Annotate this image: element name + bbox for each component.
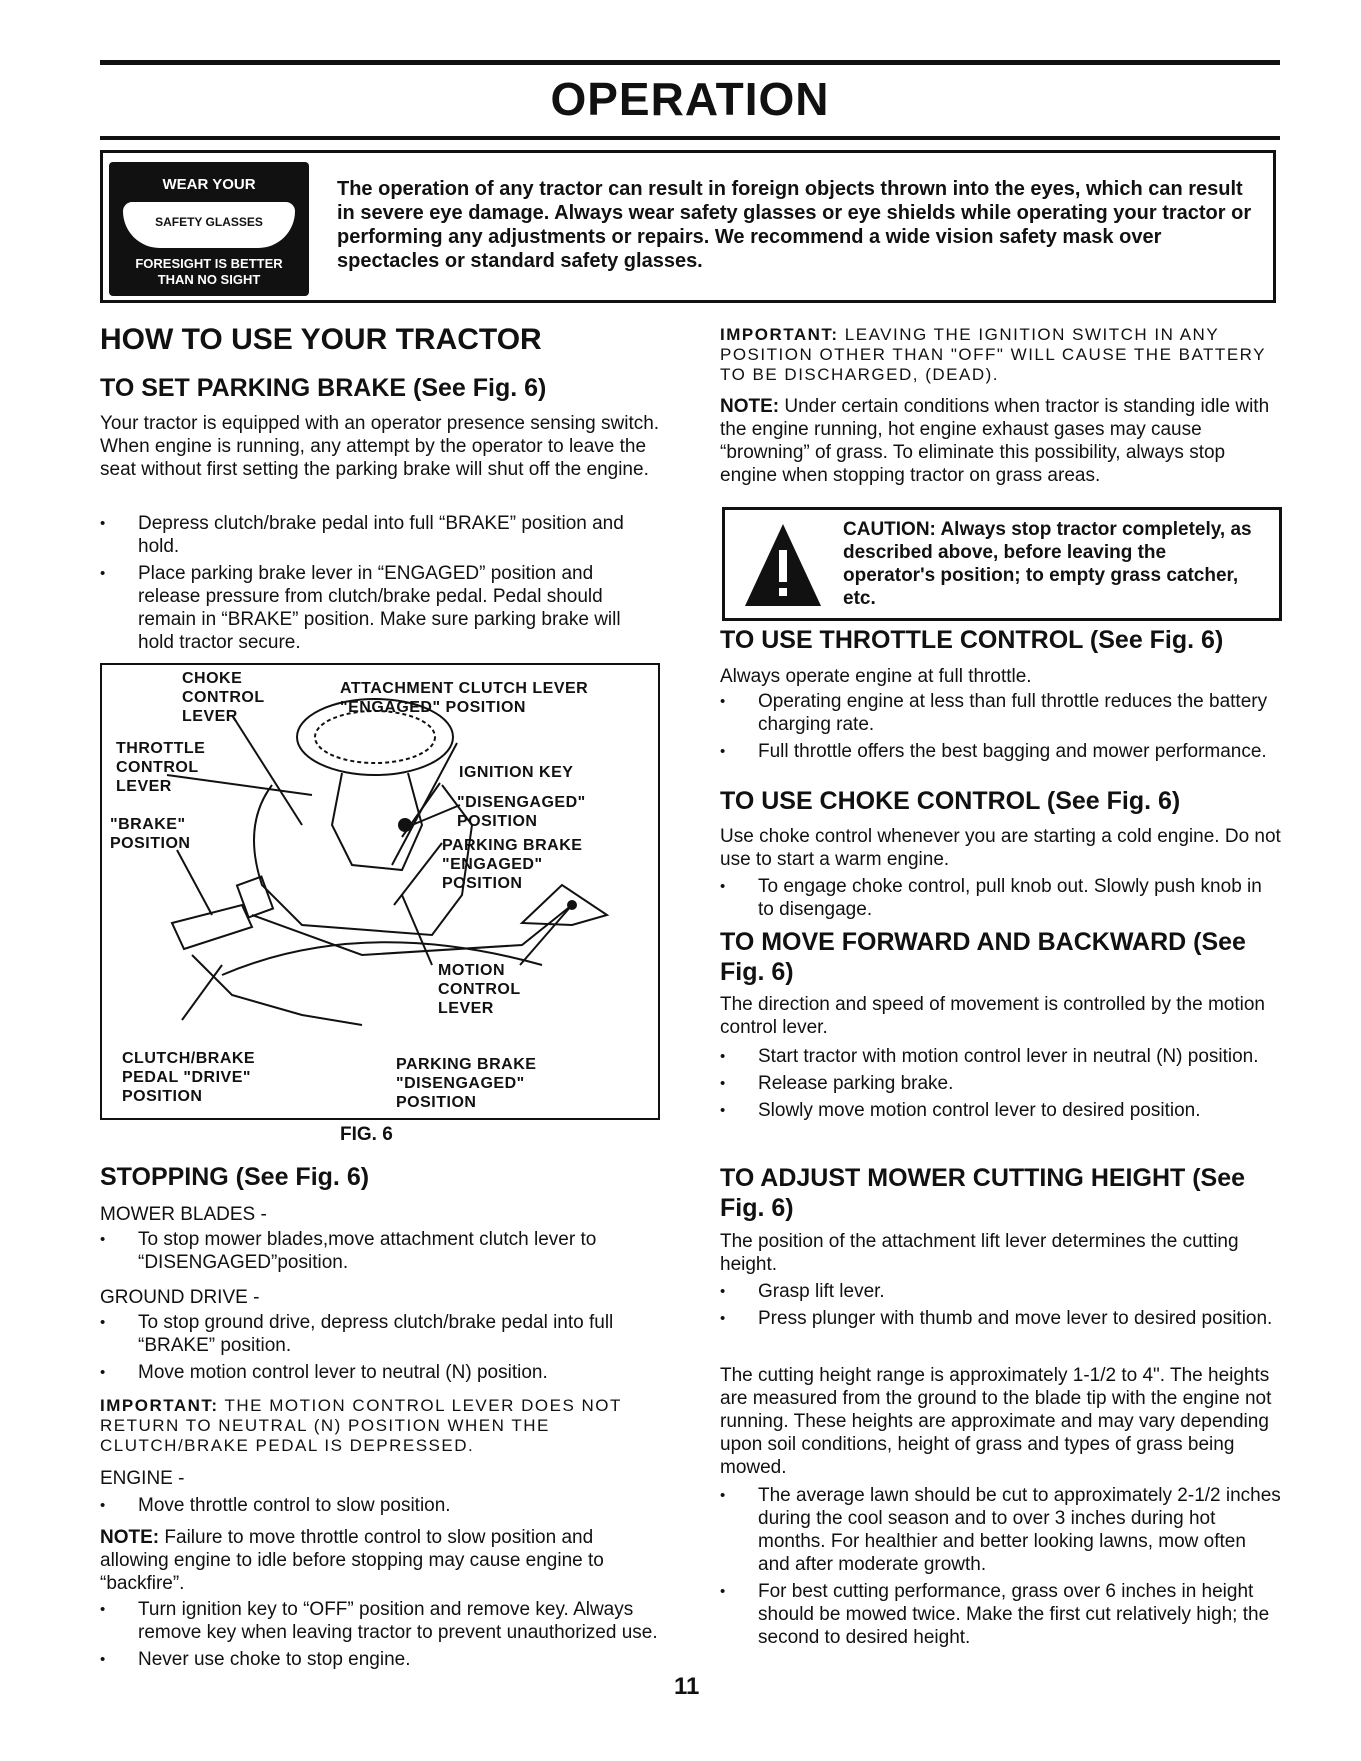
label-clutch-brake-pedal: CLUTCH/BRAKE PEDAL "DRIVE" POSITION: [122, 1050, 256, 1105]
label-brake-position: "BRAKE" POSITION: [110, 816, 191, 852]
forward-intro: The direction and speed of movement is controlled by the motion control lever.: [720, 994, 1265, 1038]
list-item: • Slowly move motion control lever to desired position.: [720, 1099, 1282, 1122]
list-item: • Release parking brake.: [720, 1072, 1282, 1095]
badge-line2: SAFETY GLASSES: [155, 215, 263, 229]
list-item: • Depress clutch/brake pedal into full “BRAKE” position and hold.: [100, 512, 660, 558]
mower-blades-list: [100, 1228, 660, 1278]
ignition-important: IMPORTANT: LEAVING THE IGNITION SWITCH IN ANY POSITION OTHER THAN "OFF" WILL CAUSE THE BATTERY TO BE DISCHARGED, (DEAD).: [720, 325, 1266, 384]
stopping-important: IMPORTANT: THE MOTION CONTROL LEVER DOES NOT RETURN TO NEUTRAL (N) POSITION WHEN THE CLUTCH/BRAKE PEDAL IS DEPRESSED.: [100, 1396, 622, 1455]
section-title: HOW TO USE YOUR TRACTOR: [100, 323, 542, 356]
list-item: • Turn ignition key to “OFF” position and remove key. Always remove key when leaving tractor to prevent unauthorized use.: [100, 1598, 660, 1644]
list-item: • To engage choke control, pull knob out. Slowly push knob in to disengage.: [720, 875, 1282, 921]
page-number: 11: [674, 1673, 700, 1700]
label-choke: CHOKE CONTROL LEVER: [182, 670, 265, 725]
list-item: • To stop ground drive, depress clutch/brake pedal into full “BRAKE” position.: [100, 1311, 660, 1357]
list-item: • Operating engine at less than full throttle reduces the battery charging rate.: [720, 690, 1282, 736]
title-rule: [100, 136, 1280, 140]
label-motion-control: MOTION CONTROL LEVER: [438, 962, 521, 1017]
parking-brake-heading: TO SET PARKING BRAKE (See Fig. 6): [100, 374, 547, 402]
stopping-note: NOTE: Failure to move throttle control to slow position and allowing engine to idle before stopping may cause engine to “backfire”.: [100, 1527, 604, 1594]
top-rule: [100, 60, 1280, 65]
safety-text: The operation of any tractor can result in foreign objects thrown into the eyes, which can result in severe eye damage. Always wear safety glasses or eye shields while operating your tractor or performing any adjustments or repairs. We recommend a wide vision safety mask over spectacles or standard safety glasses.: [337, 178, 1252, 272]
caution-box: [722, 507, 1282, 621]
badge-line1: WEAR YOUR: [162, 176, 256, 193]
list-item: • Press plunger with thumb and move lever to desired position.: [720, 1307, 1282, 1330]
choke-heading: TO USE CHOKE CONTROL (See Fig. 6): [720, 787, 1181, 815]
list-item: • Start tractor with motion control lever in neutral (N) position.: [720, 1045, 1282, 1068]
label-parking-brake-engaged: PARKING BRAKE "ENGAGED" POSITION: [442, 837, 583, 892]
throttle-intro: Always operate engine at full throttle.: [720, 666, 1032, 687]
choke-list: [720, 875, 1282, 925]
cutting-list-2: [720, 1484, 1282, 1653]
ground-drive-list: [100, 1311, 660, 1388]
list-item: • Place parking brake lever in “ENGAGED” position and release pressure from clutch/brake pedal. Pedal should remain in “BRAKE” position. Make sure parking brake will hold tractor secure.: [100, 562, 660, 654]
cutting-range-text: The cutting height range is approximately 1-1/2 to 4". The heights are measured from the ground to the blade tip with the engine not running. These heights are approximate and may vary depending upon soil conditions, height of grass and types of grass being mowed.: [720, 1365, 1272, 1478]
caution-text: CAUTION: Always stop tractor completely, as described above, before leaving the operator's position; to empty grass catcher, etc.: [843, 519, 1252, 609]
list-item: • Never use choke to stop engine.: [100, 1648, 660, 1671]
forward-backward-heading: TO MOVE FORWARD AND BACKWARD (See Fig. 6): [720, 928, 1246, 986]
badge-line3: FORESIGHT IS BETTER THAN NO SIGHT: [135, 256, 283, 287]
engine-list: [100, 1494, 660, 1521]
engine-label: ENGINE -: [100, 1468, 185, 1489]
figure-caption: FIG. 6: [340, 1124, 393, 1145]
list-item: • Grasp lift lever.: [720, 1280, 1282, 1303]
list-item: • Full throttle offers the best bagging and mower performance.: [720, 740, 1282, 763]
cutting-list: [720, 1280, 1282, 1334]
ground-drive-label: GROUND DRIVE -: [100, 1287, 260, 1308]
figure-6: [100, 663, 660, 1120]
mower-blades-label: MOWER BLADES -: [100, 1204, 267, 1225]
stopping-heading: STOPPING (See Fig. 6): [100, 1163, 370, 1191]
safety-glasses-badge: [109, 162, 309, 296]
warning-icon: [743, 520, 823, 610]
label-ignition-key: IGNITION KEY: [459, 764, 574, 781]
cutting-height-heading: TO ADJUST MOWER CUTTING HEIGHT (See Fig. 6): [720, 1164, 1246, 1222]
throttle-heading: TO USE THROTTLE CONTROL (See Fig. 6): [720, 626, 1224, 654]
label-disengaged: "DISENGAGED" POSITION: [457, 794, 586, 830]
safety-warning-box: [100, 150, 1276, 303]
page-title: OPERATION: [550, 73, 830, 125]
throttle-list: [720, 690, 1282, 767]
label-throttle: THROTTLE CONTROL LEVER: [116, 740, 206, 795]
list-item: • For best cutting performance, grass over 6 inches in height should be mowed twice. Make the first cut relatively high; the second to desired height.: [720, 1580, 1282, 1649]
parking-brake-list: [100, 512, 660, 658]
forward-list: [720, 1045, 1282, 1126]
label-parking-brake-disengaged: PARKING BRAKE "DISENGAGED" POSITION: [396, 1056, 537, 1111]
choke-intro: Use choke control whenever you are starting a cold engine. Do not use to start a warm engine.: [720, 826, 1281, 870]
cutting-intro: The position of the attachment lift lever determines the cutting height.: [720, 1231, 1239, 1275]
exhaust-note: NOTE: Under certain conditions when tractor is standing idle with the engine running, hot engine exhaust gases may cause “browning” of grass. To eliminate this possibility, always stop engine when stopping tractor on grass areas.: [720, 396, 1270, 486]
list-item: • Move motion control lever to neutral (N) position.: [100, 1361, 660, 1384]
label-attachment-clutch: ATTACHMENT CLUTCH LEVER "ENGAGED" POSITION: [340, 680, 589, 716]
list-item: • To stop mower blades,move attachment clutch lever to “DISENGAGED”position.: [100, 1228, 660, 1274]
stopping-final-list: [100, 1598, 660, 1675]
parking-brake-intro: Your tractor is equipped with an operator presence sensing switch. When engine is running, any attempt by the operator to leave the seat without first setting the parking brake will shut off the engine.: [100, 413, 660, 480]
list-item: • Move throttle control to slow position.: [100, 1494, 660, 1517]
list-item: • The average lawn should be cut to approximately 2-1/2 inches during the cool season and to over 3 inches during hot months. For healthier and better looking lawns, mow often and after moderate growth.: [720, 1484, 1282, 1576]
